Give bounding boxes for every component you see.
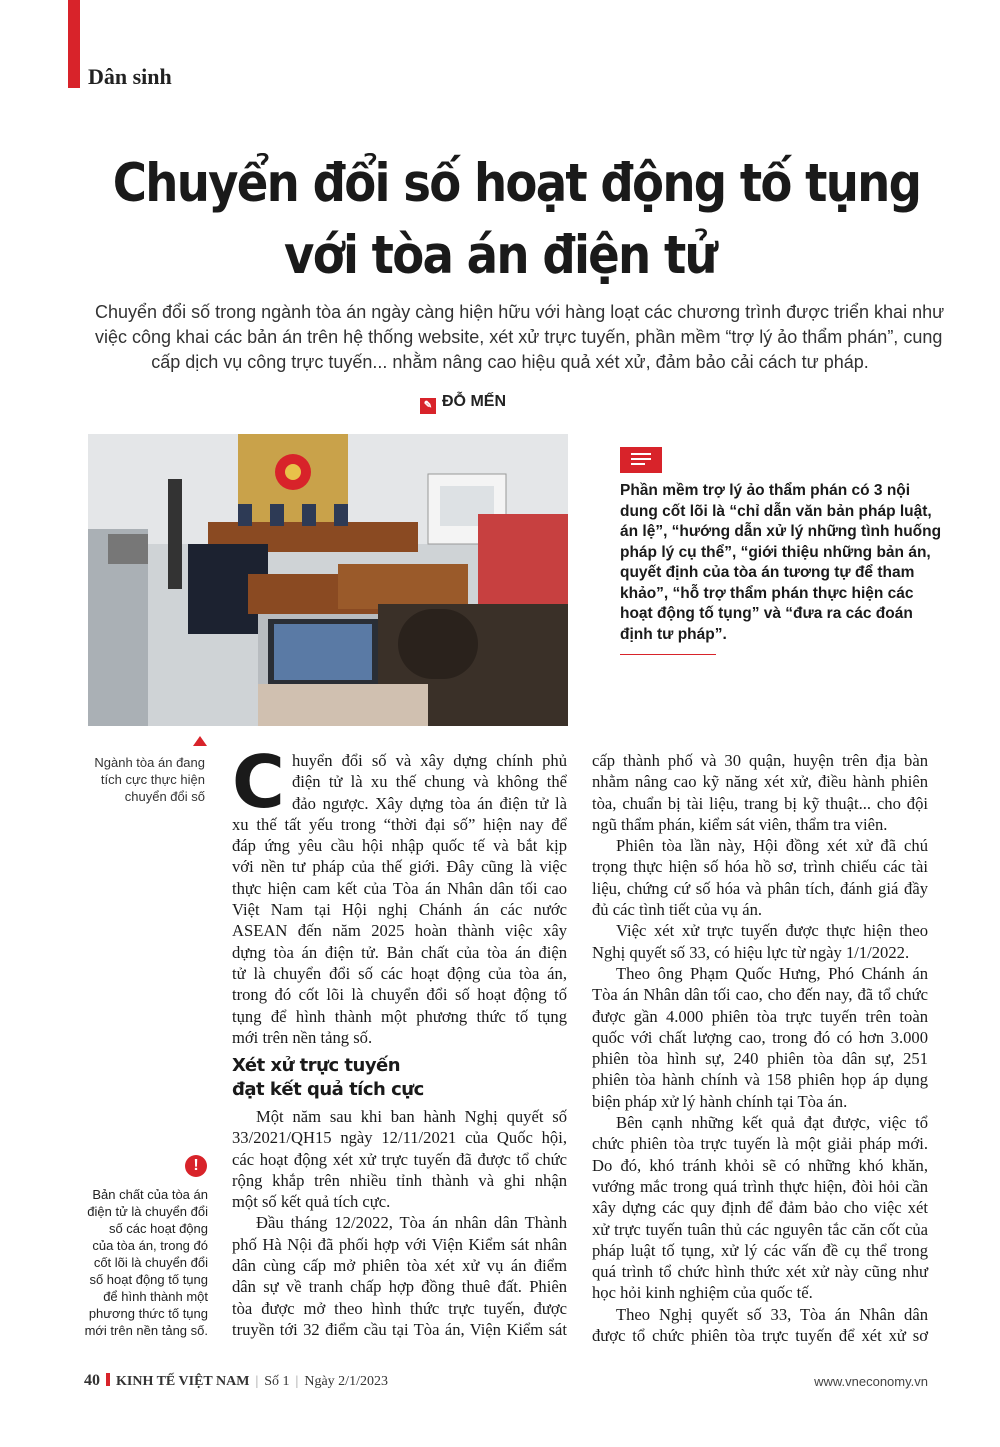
issue-date: Ngày 2/1/2023 bbox=[304, 1374, 388, 1389]
pull-quote-line: hoạt động tố tụng” và “đưa ra các đoán bbox=[620, 605, 913, 622]
body-line: được tổ chức phiên tòa trực tuyến để xét xử sơ bbox=[592, 1326, 928, 1346]
subhead-line: Xét xử trực tuyến bbox=[232, 1055, 401, 1076]
body-line: dựng tòa án điện tử. Bản chất của tòa án điện bbox=[232, 942, 567, 962]
body-line: quốc với chất lượng cao, trong đó có hơn 3.000 bbox=[592, 1027, 928, 1047]
body-line: trong đó cốt lõi là chuyển đổi số hoạt động tố bbox=[232, 985, 567, 1005]
body-line: học hỏi kinh nghiệm của quốc tế. bbox=[592, 1283, 813, 1303]
footer-separator: | bbox=[255, 1374, 259, 1389]
pull-quote-line: định tư pháp”. bbox=[620, 625, 727, 643]
pull-quote-line: dung cốt lõi là “chỉ dẫn văn bản pháp luật, bbox=[620, 502, 932, 520]
body-line: phiên tòa hành chính và 158 phiên họp áp dụng bbox=[592, 1070, 928, 1090]
body-line: với nền tư pháp của thế giới. Đây cũng là việc bbox=[232, 857, 567, 877]
body-line: quá trình tổ chức hình thức xét xử này cũng như bbox=[592, 1262, 928, 1282]
subhead-line: đạt kết quả tích cực bbox=[232, 1079, 424, 1100]
footer-separator: | bbox=[295, 1374, 299, 1389]
body-line: huyển đổi số và xây dựng chính phủ bbox=[292, 751, 567, 770]
side-note bbox=[80, 1186, 208, 1339]
body-line: đảo ngược. Xây dựng tòa án điện tử là bbox=[292, 793, 567, 813]
pull-quote-line: án lệ”, “hướng dẫn xử lý những tình huống bbox=[620, 523, 942, 540]
page-number: 40 bbox=[84, 1372, 100, 1389]
side-note-line: Bản chất của tòa án bbox=[92, 1187, 208, 1202]
body-line: thực hiện cam kết của Tòa án Nhân dân tối cao bbox=[232, 878, 567, 898]
photo-caption-line: chuyển đổi số bbox=[124, 789, 205, 804]
body-line: vướng mắc trong quá trình thực hiện, đòi hỏi cần bbox=[592, 1176, 928, 1196]
body-line: cấp thành phố và 30 quận, huyện trên địa bàn bbox=[592, 751, 928, 770]
issue-number: Số 1 bbox=[264, 1374, 290, 1389]
side-note-line: cốt lõi là chuyển đổi bbox=[93, 1255, 208, 1270]
lede-line: Chuyển đổi số trong ngành tòa án ngày càng hiện hữu với hàng loạt các chương trình được triển khai như bbox=[95, 302, 945, 322]
pull-quote bbox=[620, 481, 940, 645]
text-lines-icon bbox=[620, 447, 662, 473]
body-line: Tòa án Nhân dân tối cao, cho đến nay, đã tổ chức bbox=[592, 985, 928, 1005]
body-line: đáp ứng yêu cầu hội nhập quốc tế và bắt kịp bbox=[232, 836, 567, 856]
body-line: Nghị quyết số 33, có hiệu lực từ ngày 1/1/2022. bbox=[592, 942, 910, 962]
courtroom-photo bbox=[88, 434, 568, 726]
footer-mark bbox=[106, 1373, 110, 1386]
headline-line: với tòa án điện tử bbox=[284, 225, 716, 286]
section-label: Dân sinh bbox=[88, 64, 172, 89]
body-line: Do đó, khó tránh khỏi sẽ có những khó khăn, bbox=[592, 1155, 928, 1175]
side-note-line: điện tử là chuyển đổi bbox=[87, 1204, 208, 1219]
pen-icon: ✎ bbox=[420, 398, 436, 414]
body-line: xử trực tuyến tuân thủ các nguyên tắc căn cốt của bbox=[592, 1219, 928, 1239]
side-note-line: số các hoạt động bbox=[108, 1221, 208, 1236]
body-line: các hoạt động xét xử trực tuyến đã được tổ chức bbox=[232, 1149, 567, 1169]
body-line: được gần 4.000 phiên tòa trực tuyến trên toàn bbox=[592, 1006, 928, 1026]
courtroom-illustration bbox=[88, 434, 568, 726]
photo-caption bbox=[85, 754, 205, 805]
body-line: 33/2021/QH15 ngày 12/11/2021 của Quốc hội, bbox=[232, 1128, 567, 1148]
body-line: tòa, chuẩn bị tài liệu, trang bị kỹ thuật... cho đội bbox=[592, 793, 928, 813]
body-line: nhằm nâng cao kỹ năng xét xử, điều hành phiên bbox=[592, 772, 928, 792]
magazine-name: KINH TẾ VIỆT NAM bbox=[116, 1374, 250, 1389]
body-line: tòa được mở theo hình thức trực tuyến, được bbox=[232, 1298, 567, 1318]
section-subhead-block bbox=[232, 1054, 567, 1340]
body-line: Đầu tháng 12/2022, Tòa án nhân dân Thành bbox=[256, 1213, 567, 1233]
headline-line: Chuyển đổi số hoạt động tố tụng bbox=[112, 153, 921, 214]
website-link[interactable]: www.vneconomy.vn bbox=[814, 1374, 928, 1389]
body-column-2 bbox=[592, 750, 928, 1346]
body-line: Phiên tòa lần này, Hội đồng xét xử đã chú bbox=[616, 836, 928, 856]
section-color-bar bbox=[68, 0, 80, 88]
side-note-line: phương thức tố tụng bbox=[88, 1306, 208, 1321]
body-line: truyền tới 32 điểm cầu tại Tòa án, Viện Kiểm sát bbox=[232, 1319, 567, 1339]
author-byline bbox=[420, 393, 600, 414]
drop-cap: C bbox=[232, 740, 285, 824]
body-line: xây dựng các quy định để đảm bảo cho việc xét bbox=[592, 1198, 928, 1218]
body-line: liệu, chứng cứ số hóa và phân tích, đánh giá đầy bbox=[592, 878, 928, 898]
body-line: Theo ông Phạm Quốc Hưng, Phó Chánh án bbox=[616, 963, 928, 983]
pull-quote-line: quyết định của tòa án tương tự để tham bbox=[620, 564, 915, 581]
body-line: đủ các tình tiết của vụ án. bbox=[592, 900, 763, 920]
photo-caption-line: Ngành tòa án đang bbox=[94, 755, 205, 770]
side-note-line: mới trên nền tảng số. bbox=[84, 1323, 208, 1338]
pull-quote-line: khảo”, “hỗ trợ thẩm phán thực hiện các bbox=[620, 584, 914, 602]
exclamation-icon: ! bbox=[185, 1155, 207, 1177]
pull-quote-line: Phần mềm trợ lý ảo thẩm phán có 3 nội bbox=[620, 482, 911, 499]
author-name: ĐỖ MẾN bbox=[442, 393, 506, 410]
body-line: trọng thực hiện số hóa hồ sơ, trình chiếu các tài bbox=[592, 857, 928, 877]
body-line: Theo Nghị quyết số 33, Tòa án Nhân dân bbox=[616, 1304, 928, 1324]
body-line: điện tử là xu thế chung và không thể bbox=[292, 772, 567, 792]
side-note-line: số hoạt động tố tụng bbox=[89, 1272, 208, 1287]
body-column-1 bbox=[232, 750, 567, 1048]
body-line: chức phiên tòa trực tuyến là một giải pháp mới. bbox=[592, 1134, 928, 1154]
body-line: pháp luật tố tụng, xử lý các vấn đề cụ thể trong bbox=[592, 1240, 928, 1260]
pull-quote-rule bbox=[620, 654, 716, 655]
body-line: tử là chuyển đổi số các hoạt động của tòa án, bbox=[232, 963, 567, 983]
body-line: dân sự về tranh chấp hợp đồng thuê đất. Phiên bbox=[232, 1277, 567, 1297]
body-line: rộng khắp trên nhiều tỉnh thành và ghi nhận bbox=[232, 1170, 567, 1190]
body-line: Việc xét xử trực tuyến được thực hiện theo bbox=[616, 921, 928, 941]
pull-quote-line: pháp lý cụ thể”, “giới thiệu những bản án, bbox=[620, 543, 931, 561]
photo-caption-line: tích cực thực hiện bbox=[100, 772, 205, 787]
body-line: một số kết quả tích cực. bbox=[232, 1192, 391, 1212]
body-line: ASEAN đến năm 2025 hoàn thành việc xây bbox=[232, 921, 567, 941]
body-line: phố Hà Nội đã phối hợp với Viện Kiểm sát nhân bbox=[232, 1234, 567, 1254]
lede-line: cấp dịch vụ công trực tuyến... nhằm nâng cao hiệu quả xét xử, đảm bảo cải cách tư pháp. bbox=[151, 352, 869, 372]
body-line: biện pháp xử lý hành chính tại Tòa án. bbox=[592, 1091, 848, 1111]
body-line: Bên cạnh những kết quả đạt được, việc tổ bbox=[616, 1113, 928, 1133]
side-note-line: của tòa án, trong đó bbox=[92, 1238, 208, 1253]
lede bbox=[95, 300, 945, 375]
body-line: ngũ thẩm phán, kiểm sát viên, thẩm tra viên. bbox=[592, 814, 888, 834]
headline bbox=[112, 148, 921, 292]
lede-line: việc công khai các bản án trên hệ thống website, xét xử trực tuyến, phần mềm “trợ lý ảo thẩm phán”, cung bbox=[95, 327, 943, 347]
body-line: phiên tòa hình sự, 240 phiên tòa dân sự, 251 bbox=[592, 1049, 928, 1069]
side-note-line: để hình thành một bbox=[103, 1289, 208, 1304]
body-line: mới trên nền tảng số. bbox=[232, 1027, 373, 1047]
body-line: xu thế tất yếu trong “thời đại số” hiện nay để bbox=[232, 814, 567, 834]
triangle-up-icon bbox=[193, 736, 207, 746]
body-line: Việt Nam tại Hội nghị Chánh án các nước bbox=[232, 900, 567, 920]
body-line: Một năm sau khi ban hành Nghị quyết số bbox=[256, 1107, 567, 1126]
body-line: tụng để hình thành một phương thức tố tụng bbox=[232, 1006, 567, 1026]
page-footer bbox=[84, 1372, 924, 1392]
body-line: dân cùng cấp mở phiên tòa xét xử vụ án điểm bbox=[232, 1256, 567, 1276]
